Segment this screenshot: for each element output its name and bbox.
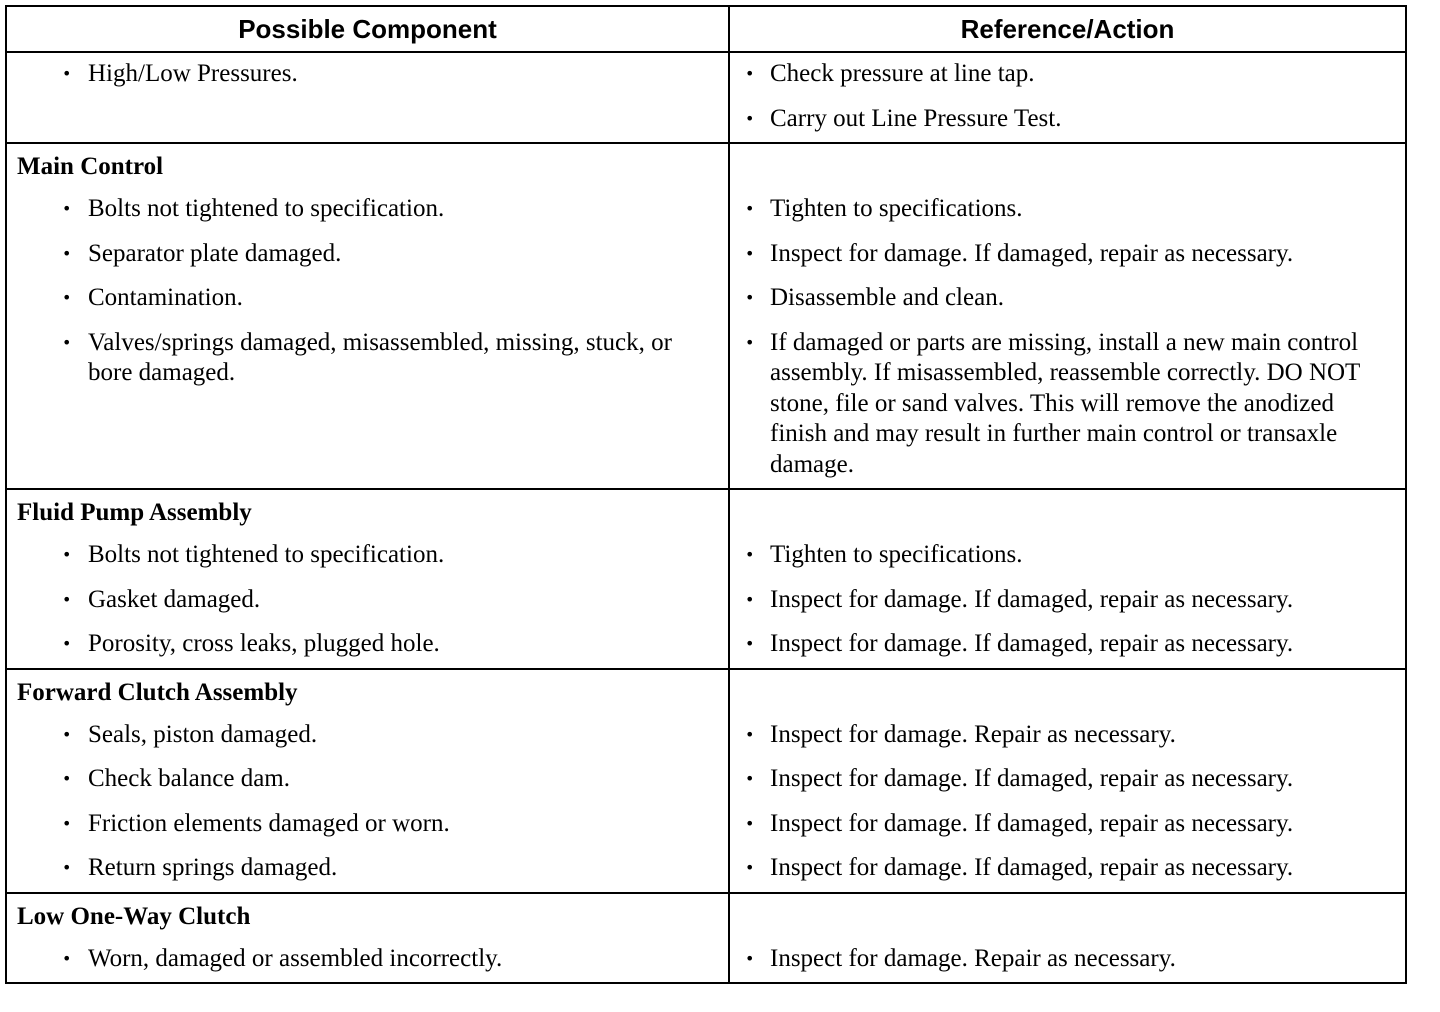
action-list xyxy=(740,720,1395,884)
action-cell xyxy=(729,669,1406,893)
group-spacer xyxy=(740,676,1395,720)
component-item xyxy=(17,585,718,616)
action-text: Inspect for damage. Repair as necessary. xyxy=(770,720,1176,748)
bullet-icon: • xyxy=(745,243,755,263)
component-text: Return springs damaged. xyxy=(88,854,338,881)
group-spacer xyxy=(740,496,1395,540)
action-item xyxy=(740,328,1395,481)
action-item xyxy=(740,629,1395,660)
bullet-icon: • xyxy=(745,948,755,968)
action-list xyxy=(740,540,1395,660)
component-list xyxy=(17,194,718,389)
action-item xyxy=(740,283,1395,314)
action-item xyxy=(740,585,1395,616)
component-text: Bolts not tightened to specification. xyxy=(88,541,445,568)
action-item xyxy=(740,944,1395,975)
action-text: If damaged or parts are missing, install a new main control assembly. If misassembled, reassemble correctly. DO NOT stone, file or sand valves. This will remove the anodized finish and may result in further main control or transaxle damage. xyxy=(770,328,1360,478)
action-cell xyxy=(729,893,1406,984)
action-cell xyxy=(729,52,1406,143)
component-text: Seals, piston damaged. xyxy=(88,720,318,748)
bullet-icon: • xyxy=(62,243,72,263)
component-cell xyxy=(6,52,729,143)
component-list xyxy=(17,944,718,975)
header-reference-action: Reference/Action xyxy=(729,6,1406,52)
bullet-icon: • xyxy=(745,589,755,609)
bullet-icon: • xyxy=(745,332,755,352)
action-item xyxy=(740,104,1395,135)
action-text: Carry out Line Pressure Test. xyxy=(770,104,1062,132)
bullet-icon: • xyxy=(62,199,72,218)
component-item xyxy=(17,944,718,975)
component-item xyxy=(17,540,718,571)
group-spacer xyxy=(740,900,1395,944)
action-list xyxy=(740,59,1395,134)
component-item xyxy=(17,629,718,660)
table-row xyxy=(6,893,1406,984)
action-list xyxy=(740,944,1395,975)
bullet-icon: • xyxy=(62,724,72,744)
action-text: Inspect for damage. If damaged, repair as necessary. xyxy=(770,854,1294,881)
diagnosis-table xyxy=(5,5,1407,984)
group-spacer xyxy=(740,150,1395,194)
action-text: Inspect for damage. Repair as necessary. xyxy=(770,944,1176,972)
bullet-icon: • xyxy=(745,64,755,83)
action-cell xyxy=(729,489,1406,669)
group-title: Main Control xyxy=(17,153,164,180)
component-text: Check balance dam. xyxy=(88,765,290,792)
action-text: Inspect for damage. If damaged, repair as necessary. xyxy=(770,585,1294,613)
component-item xyxy=(17,764,718,795)
component-list xyxy=(17,540,718,660)
bullet-icon: • xyxy=(745,108,755,128)
component-text: Bolts not tightened to specification. xyxy=(88,195,445,222)
bullet-icon: • xyxy=(745,769,755,788)
component-item xyxy=(17,59,718,90)
table-row xyxy=(6,669,1406,893)
bullet-icon: • xyxy=(62,769,72,788)
action-item xyxy=(740,194,1395,225)
action-text: Inspect for damage. If damaged, repair as necessary. xyxy=(770,765,1294,792)
group-title: Low One-Way Clutch xyxy=(17,902,251,930)
component-text: Worn, damaged or assembled incorrectly. xyxy=(88,944,503,972)
action-list xyxy=(740,194,1395,480)
group-title: Fluid Pump Assembly xyxy=(17,499,252,526)
component-cell xyxy=(6,489,729,669)
component-text: Separator plate damaged. xyxy=(88,239,342,267)
bullet-icon: • xyxy=(62,288,72,307)
header-possible-component: Possible Component xyxy=(6,6,729,52)
action-item xyxy=(740,809,1395,840)
action-text: Tighten to specifications. xyxy=(770,541,1023,568)
component-list xyxy=(17,59,718,90)
component-cell xyxy=(6,669,729,893)
component-item xyxy=(17,194,718,225)
component-cell xyxy=(6,893,729,984)
bullet-icon: • xyxy=(62,64,72,83)
bullet-icon: • xyxy=(745,858,755,877)
bullet-icon: • xyxy=(745,634,755,653)
table-row xyxy=(6,143,1406,489)
bullet-icon: • xyxy=(745,545,755,564)
table-body xyxy=(6,52,1406,983)
component-item xyxy=(17,283,718,314)
action-text: Tighten to specifications. xyxy=(770,195,1023,222)
bullet-icon: • xyxy=(62,545,72,564)
group-title: Forward Clutch Assembly xyxy=(17,678,298,706)
component-text: High/Low Pressures. xyxy=(88,60,298,87)
component-text: Friction elements damaged or worn. xyxy=(88,809,450,837)
bullet-icon: • xyxy=(745,199,755,218)
action-item xyxy=(740,239,1395,270)
action-text: Check pressure at line tap. xyxy=(770,60,1035,87)
header-row xyxy=(6,6,1406,52)
action-item xyxy=(740,59,1395,90)
action-text: Inspect for damage. If damaged, repair as necessary. xyxy=(770,809,1294,837)
action-text: Inspect for damage. If damaged, repair as necessary. xyxy=(770,630,1294,657)
component-text: Valves/springs damaged, misassembled, missing, stuck, or bore damaged. xyxy=(88,328,672,386)
component-cell xyxy=(6,143,729,489)
component-item xyxy=(17,853,718,884)
table-row xyxy=(6,52,1406,143)
table-row xyxy=(6,489,1406,669)
component-text: Contamination. xyxy=(88,284,243,311)
action-text: Inspect for damage. If damaged, repair as necessary. xyxy=(770,239,1294,267)
action-item xyxy=(740,764,1395,795)
bullet-icon: • xyxy=(745,813,755,833)
component-item xyxy=(17,809,718,840)
component-item xyxy=(17,239,718,270)
action-text: Disassemble and clean. xyxy=(770,284,1004,311)
bullet-icon: • xyxy=(745,724,755,744)
component-list xyxy=(17,720,718,884)
bullet-icon: • xyxy=(62,634,72,653)
bullet-icon: • xyxy=(62,332,72,352)
component-text: Porosity, cross leaks, plugged hole. xyxy=(88,630,440,657)
bullet-icon: • xyxy=(62,589,72,609)
bullet-icon: • xyxy=(62,858,72,877)
bullet-icon: • xyxy=(745,288,755,307)
action-item xyxy=(740,853,1395,884)
action-cell xyxy=(729,143,1406,489)
bullet-icon: • xyxy=(62,813,72,833)
action-item xyxy=(740,720,1395,751)
bullet-icon: • xyxy=(62,948,72,968)
component-item xyxy=(17,720,718,751)
action-item xyxy=(740,540,1395,571)
component-item xyxy=(17,328,718,389)
component-text: Gasket damaged. xyxy=(88,585,261,613)
